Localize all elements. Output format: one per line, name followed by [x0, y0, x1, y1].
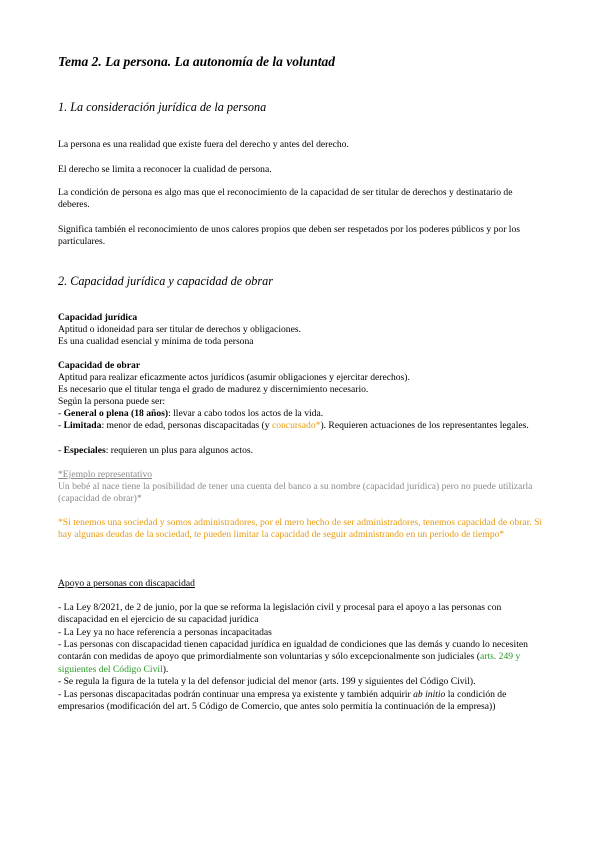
section-1-heading: 1. La consideración jurídica de la persona [58, 100, 267, 114]
orange-note: *Si tenemos una sociedad y somos administradores, por el mero hecho de ser administradores, tenemos capacidad de obrar. Si hay algunas deudas de la sociedad, te pueden limitar la capacidad de seguir administrando en un período de tiempo* [58, 517, 543, 541]
list-dash: - [58, 420, 64, 431]
item-limitada-label: Limitada [63, 420, 102, 431]
list-dash: - [58, 408, 64, 419]
bullet-empresarios-text-b: la condición de empresarios (modificación del art. 5 Código de Comercio, que antes solo permitía la continuación de la empresa)) [58, 689, 507, 713]
example-text: Un bebé al nace tiene la posibilidad de tener una cuenta del banco a su nombre (capacidad jurídica) pero no puede utilizarla (capacidad de obrar)* [58, 481, 533, 505]
item-limitada-text-b: ). Requieren actuaciones de los representantes legales. [320, 420, 529, 431]
bullet-empresarios [58, 689, 546, 714]
list-item-general [58, 408, 323, 420]
item-limitada-text-a: : menor de edad, personas discapacitadas (y [101, 420, 272, 431]
section-1-paragraph-1: La persona es una realidad que existe fuera del derecho y antes del derecho. [58, 139, 349, 150]
item-general-text: : llevar a cabo todos los actos de la vida. [168, 408, 324, 419]
ab-initio-term: ab initio [413, 689, 446, 700]
list-item-especiales [58, 445, 253, 457]
capacidad-juridica-title: Capacidad jurídica [58, 312, 138, 323]
capacidad-juridica-line-1: Aptitud o idoneidad para ser titular de derechos y obligaciones. [58, 324, 301, 335]
capacidad-obrar-line-3: Según la persona puede ser: [58, 396, 166, 407]
capacidad-obrar-line-2: Es necesario que el titular tenga el grado de madurez y discernimiento necesario. [58, 384, 369, 395]
list-dash: - [58, 445, 64, 456]
section-2-heading: 2. Capacidad jurídica y capacidad de obrar [58, 274, 273, 288]
bullet-tutela: - Se regula la figura de la tutela y la del defensor judicial del menor (arts. 199 y siguientes del Código Civil). [58, 676, 476, 687]
bullet-ley-8-2021: - La Ley 8/2021, de 2 de junio, por la que se reforma la legislación civil y procesal para el apoyo a las personas con discapacidad en el ejercicio de su capacidad jurídica [58, 602, 502, 626]
bullet-capacidad-igualdad [58, 639, 546, 676]
section-3-heading: Apoyo a personas con discapacidad [58, 578, 195, 589]
example-title: *Ejemplo representativo [58, 469, 153, 480]
section-1-paragraph-2: El derecho se limita a reconocer la cualidad de persona. [58, 164, 272, 175]
bullet-empresarios-text-a: - Las personas discapacitadas podrán continuar una empresa ya existente y también adquirir [58, 689, 414, 700]
bullet-capacidad-text-a: - Las personas con discapacidad tienen capacidad jurídica en igualdad de condiciones que las demás y cuando lo necesiten contarán con medidas de apoyo que primordialmente son voluntarias y sólo excepcionalmente son judiciales ( [58, 639, 528, 663]
item-especiales-text: : requieren un plus para algunos actos. [105, 445, 254, 456]
item-general-label: General o plena (18 años) [63, 408, 169, 419]
capacidad-obrar-line-1: Aptitud para realizar eficazmente actos jurídicos (asumir obligaciones y ejercitar derechos). [58, 372, 410, 383]
document-title: Tema 2. La persona. La autonomía de la voluntad [58, 54, 336, 69]
section-1-paragraph-3: La condición de persona es algo mas que el reconocimiento de la capacidad de ser titular de derechos y destinatario de deberes. [58, 187, 513, 211]
bullet-capacidad-text-b: ). [162, 663, 169, 675]
capacidad-juridica-line-2: Es una cualidad esencial y mínima de toda persona [58, 336, 254, 347]
codigo-civil-reference: arts. 249 y siguientes del Código Civil [58, 651, 521, 675]
item-especiales-label: Especiales [63, 445, 106, 456]
bullet-incapacitadas: - La Ley ya no hace referencia a personas incapacitadas [58, 627, 272, 638]
list-item-limitada [58, 420, 546, 432]
concursado-highlight: concursado* [271, 420, 321, 431]
section-1-paragraph-4: Significa también el reconocimiento de unos calores propios que deben ser respetados por los poderes públicos y por los particulares. [58, 224, 520, 248]
capacidad-obrar-title: Capacidad de obrar [58, 360, 141, 371]
